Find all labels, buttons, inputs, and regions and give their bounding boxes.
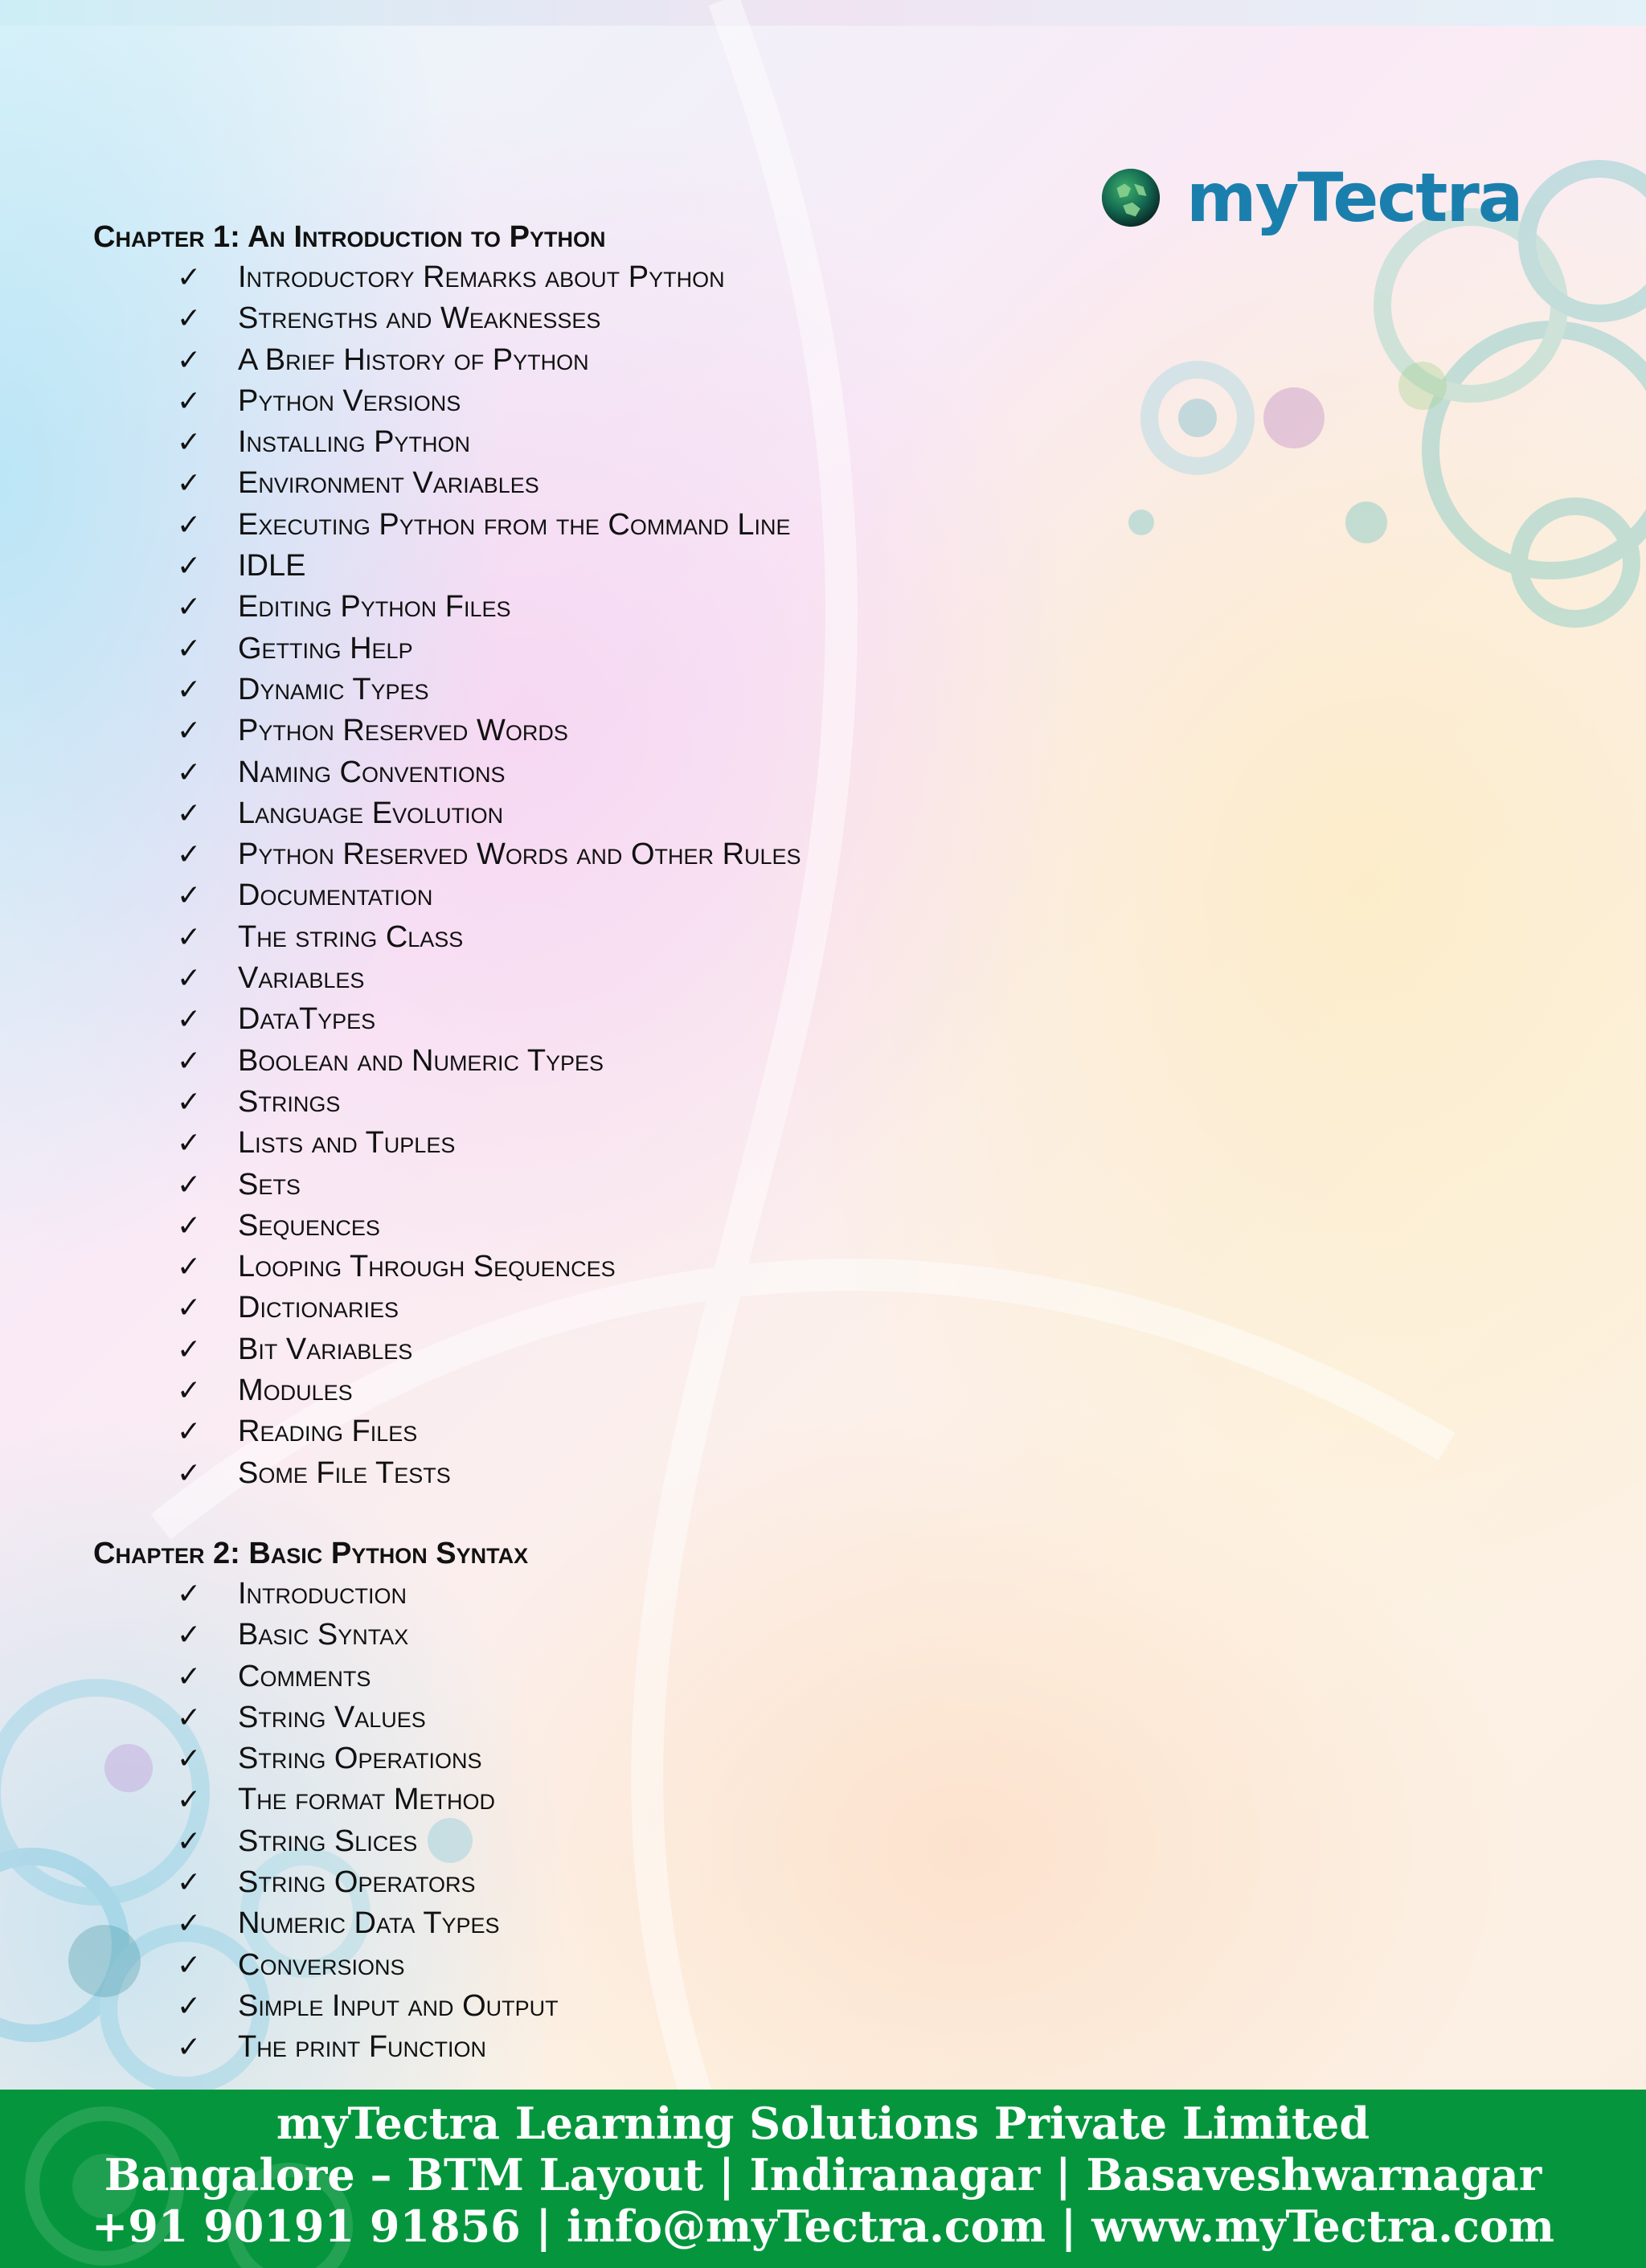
topic-label: Boolean and Numeric Types: [238, 1043, 604, 1078]
topic-item: [93, 1206, 1218, 1247]
topic-label: String Values: [238, 1700, 426, 1734]
checkmark-icon: ✓: [177, 1907, 202, 1941]
topic-item: [93, 2027, 1218, 2068]
topic-item: [93, 875, 1218, 916]
checkmark-icon: ✓: [177, 1127, 202, 1161]
topic-item: [93, 257, 1218, 298]
topic-label: Installing Python: [238, 425, 470, 460]
topic-item: [93, 1329, 1218, 1370]
topic-item: [93, 298, 1218, 339]
topic-label: Looping Through Sequences: [238, 1250, 616, 1284]
topic-label: String Operations: [238, 1742, 482, 1776]
topic-label: Modules: [238, 1373, 353, 1408]
topic-list: [93, 1574, 1218, 2069]
checkmark-icon: ✓: [177, 1292, 202, 1325]
topic-label: Comments: [238, 1659, 371, 1693]
checkmark-icon: ✓: [177, 962, 202, 996]
topic-label: The print Function: [238, 2030, 487, 2065]
checkmark-icon: ✓: [177, 1989, 202, 2023]
topic-item: [93, 340, 1218, 381]
topic-item: [93, 834, 1218, 875]
checkmark-icon: ✓: [177, 261, 202, 294]
topic-label: Python Versions: [238, 383, 461, 418]
topic-item: [93, 505, 1218, 546]
topic-label: Bit Variables: [238, 1332, 413, 1366]
checkmark-icon: ✓: [177, 879, 202, 913]
topic-label: Basic Syntax: [238, 1618, 409, 1652]
topic-label: Some File Tests: [238, 1455, 451, 1490]
topic-label: Python Reserved Words and Other Rules: [238, 837, 801, 872]
chapter-title: Chapter 1: An Introduction to Python: [93, 220, 606, 254]
topic-item: [93, 422, 1218, 463]
checkmark-icon: ✓: [177, 1044, 202, 1078]
chapter-gap: [93, 1494, 1218, 1533]
checkmark-icon: ✓: [177, 1168, 202, 1202]
checkmark-icon: ✓: [177, 467, 202, 501]
checkmark-icon: ✓: [177, 1085, 202, 1119]
topic-item: [93, 587, 1218, 628]
checkmark-icon: ✓: [177, 550, 202, 583]
topic-item: [93, 463, 1218, 504]
topic-label: Sequences: [238, 1208, 380, 1242]
checkmark-icon: ✓: [177, 1742, 202, 1776]
checkmark-icon: ✓: [177, 632, 202, 665]
topic-label: Executing Python from the Command Line: [238, 507, 791, 542]
topic-item: [93, 1945, 1218, 1986]
topic-item: [93, 1041, 1218, 1082]
topic-item: [93, 1165, 1218, 1206]
topic-list: [93, 257, 1218, 1494]
topic-item: [93, 1738, 1218, 1779]
topic-label: Reading Files: [238, 1414, 418, 1449]
topic-item: [93, 1821, 1218, 1862]
checkmark-icon: ✓: [177, 1209, 202, 1242]
checkmark-icon: ✓: [177, 591, 202, 624]
topic-label: Dynamic Types: [238, 672, 429, 706]
topic-label: The format Method: [238, 1783, 495, 1817]
checkmark-icon: ✓: [177, 1333, 202, 1366]
checkmark-icon: ✓: [177, 1948, 202, 1982]
topic-item: [93, 628, 1218, 669]
topic-label: Variables: [238, 961, 365, 996]
topic-item: [93, 710, 1218, 751]
topic-label: Introductory Remarks about Python: [238, 260, 725, 294]
checkmark-icon: ✓: [177, 1701, 202, 1734]
topic-item: [93, 1862, 1218, 1903]
topic-label: Environment Variables: [238, 466, 539, 501]
topic-item: [93, 1779, 1218, 1820]
topic-label: A Brief History of Python: [238, 342, 589, 377]
checkmark-icon: ✓: [177, 796, 202, 830]
topic-item: [93, 1697, 1218, 1738]
topic-label: Strings: [238, 1084, 341, 1119]
checkmark-icon: ✓: [177, 1783, 202, 1817]
topic-label: Strengths and Weaknesses: [238, 301, 601, 336]
topic-item: [93, 958, 1218, 999]
topic-item: [93, 1574, 1218, 1615]
checkmark-icon: ✓: [177, 1824, 202, 1858]
topic-label: Numeric Data Types: [238, 1906, 500, 1941]
checkmark-icon: ✓: [177, 1415, 202, 1449]
top-strip: [0, 0, 1646, 26]
topic-label: Lists and Tuples: [238, 1126, 456, 1161]
checkmark-icon: ✓: [177, 755, 202, 789]
topic-item: [93, 1288, 1218, 1328]
topic-item: [93, 1082, 1218, 1123]
checkmark-icon: ✓: [177, 343, 202, 377]
topic-label: String Slices: [238, 1824, 418, 1858]
checkmark-icon: ✓: [177, 714, 202, 748]
checkmark-icon: ✓: [177, 1577, 202, 1611]
topic-label: Simple Input and Output: [238, 1988, 559, 2023]
topic-item: [93, 1123, 1218, 1164]
topic-item: [93, 546, 1218, 587]
topic-item: [93, 1453, 1218, 1494]
checkmark-icon: ✓: [177, 426, 202, 460]
checkmark-icon: ✓: [177, 1660, 202, 1693]
topic-label: Introduction: [238, 1576, 407, 1611]
topic-item: [93, 1370, 1218, 1411]
checkmark-icon: ✓: [177, 673, 202, 706]
topic-label: Documentation: [238, 878, 433, 913]
topic-item: [93, 999, 1218, 1040]
checkmark-icon: ✓: [177, 1374, 202, 1408]
topic-item: [93, 917, 1218, 958]
topic-label: String Operators: [238, 1865, 476, 1899]
footer-locations: Bangalore – BTM Layout | Indiranagar | Basaveshwarnagar: [104, 2149, 1542, 2200]
checkmark-icon: ✓: [177, 302, 202, 336]
topic-item: [93, 669, 1218, 710]
topic-label: Conversions: [238, 1947, 405, 1982]
footer-banner: [0, 2090, 1646, 2268]
checkmark-icon: ✓: [177, 1456, 202, 1490]
checkmark-icon: ✓: [177, 1865, 202, 1899]
topic-item: [93, 381, 1218, 422]
topic-item: [93, 752, 1218, 793]
topic-label: Getting Help: [238, 631, 413, 665]
checkmark-icon: ✓: [177, 920, 202, 954]
footer-contact: +91 90191 91856 | info@myTectra.com | www.myTectra.com: [92, 2200, 1554, 2252]
topic-item: [93, 1986, 1218, 2027]
topic-label: The string Class: [238, 919, 464, 954]
checkmark-icon: ✓: [177, 1251, 202, 1284]
logo-text: myTectra: [1186, 158, 1522, 237]
topic-item: [93, 1903, 1218, 1944]
topic-label: Sets: [238, 1167, 301, 1202]
topic-label: IDLE: [238, 549, 306, 583]
topic-item: [93, 1615, 1218, 1656]
topic-label: Naming Conventions: [238, 755, 506, 789]
checkmark-icon: ✓: [177, 1003, 202, 1037]
course-outline: [93, 217, 1218, 2068]
checkmark-icon: ✓: [177, 384, 202, 418]
checkmark-icon: ✓: [177, 508, 202, 542]
footer-company: myTectra Learning Solutions Private Limited: [276, 2098, 1370, 2149]
topic-label: Python Reserved Words: [238, 714, 568, 748]
topic-label: DataTypes: [238, 1002, 376, 1037]
checkmark-icon: ✓: [177, 2031, 202, 2065]
topic-item: [93, 793, 1218, 834]
topic-item: [93, 1247, 1218, 1288]
topic-label: Dictionaries: [238, 1291, 399, 1325]
topic-item: [93, 1411, 1218, 1452]
topic-label: Language Evolution: [238, 796, 504, 830]
topic-label: Editing Python Files: [238, 590, 511, 624]
checkmark-icon: ✓: [177, 838, 202, 872]
topic-item: [93, 1656, 1218, 1697]
checkmark-icon: ✓: [177, 1619, 202, 1652]
chapter-title: Chapter 2: Basic Python Syntax: [93, 1536, 529, 1570]
